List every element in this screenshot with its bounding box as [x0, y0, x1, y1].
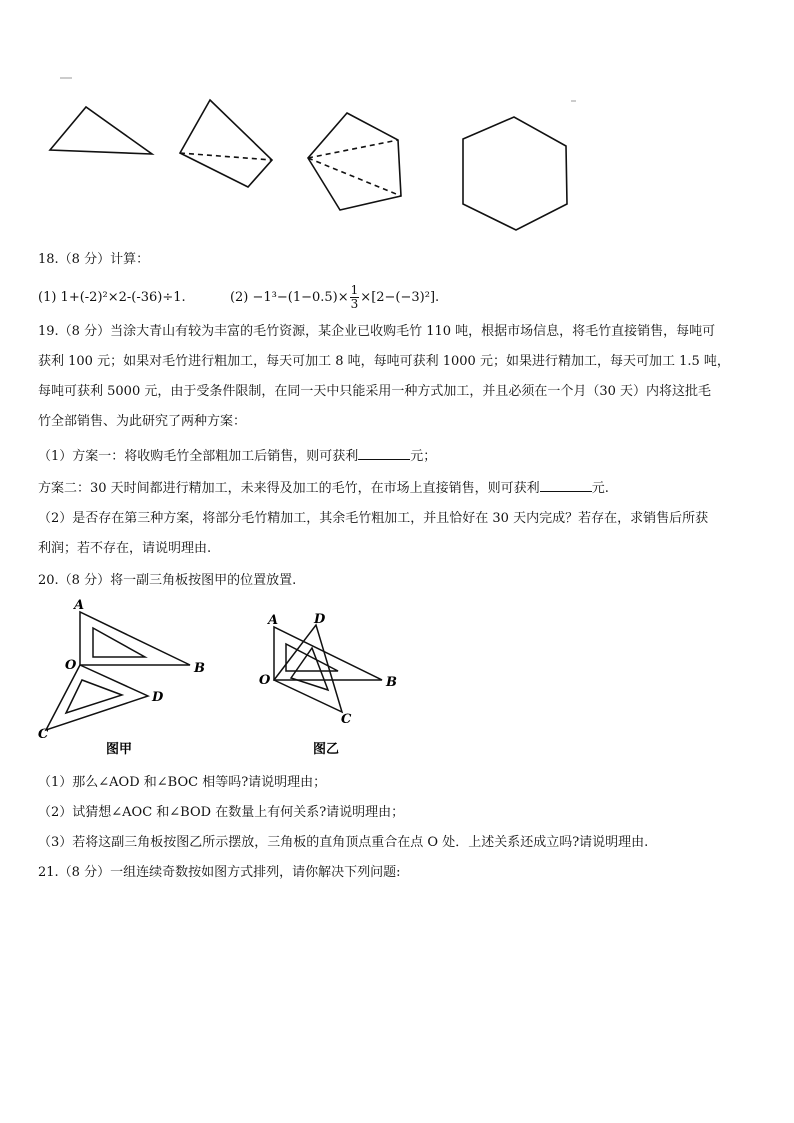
answer-blank-1[interactable]: [358, 447, 410, 460]
caption-yi: 图乙: [313, 742, 340, 757]
q20-header: 20.（8 分）将一副三角板按图甲的位置放置.: [38, 573, 297, 588]
jia-label-c: C: [38, 727, 49, 742]
q18-expressions: [38, 284, 439, 311]
quadrilateral-shape: [180, 100, 272, 187]
q18-expression-1: (1) 1+(-2)²×2-(-36)÷1.: [38, 290, 186, 305]
q19-line-3: 每吨可获利 5000 元，由于受条件限制，在同一天中只能采用一种方式加工，并且必须在一个月（30 天）内将这批毛: [38, 384, 712, 399]
q19-line-4: 竹全部销售、为此研究了两种方案：: [38, 414, 247, 429]
fraction-one-third: $\frac{1}{3}$: [350, 283, 359, 311]
q19-plan-2: 方案二：30 天时间都进行精加工，未来得及加工的毛竹，在市场上直接销售，则可获利 元.: [38, 481, 609, 496]
jia-label-d: D: [152, 690, 164, 705]
pentagon-diagonal-2: [308, 158, 401, 196]
q18-header: 18.（8 分）计算：: [38, 252, 150, 267]
q19-part-2-line-1: （2）是否存在第三种方案，将部分毛竹精加工，其余毛竹粗加工，并且恰好在 30 天内完成？若存在，求销售后所获: [38, 511, 709, 526]
yi-label-d: D: [314, 612, 326, 627]
polygon-diagonals-figure: [0, 0, 794, 240]
q20-part-1: （1）那么∠AOD 和∠BOC 相等吗?请说明理由；: [38, 775, 327, 790]
q18-expression-2: (2) −1³−(1−0.5)× $\frac{1}{3}$ ×[2−(−3)²].: [229, 283, 440, 311]
jia-label-a: A: [74, 598, 85, 613]
yi-label-o: O: [259, 673, 271, 688]
answer-blank-2[interactable]: [540, 479, 592, 492]
q19-part-2-line-2: 利润；若不存在，请说明理由.: [38, 541, 212, 556]
yi-label-a: A: [268, 613, 279, 628]
yi-label-b: B: [386, 675, 397, 690]
triangle-shape: [50, 107, 152, 154]
figure-yi: [274, 625, 382, 712]
jia-label-o: O: [65, 658, 77, 673]
q21-header: 21.（8 分）一组连续奇数按如图方式排列，请你解决下列问题:: [38, 865, 401, 880]
hexagon-shape: [463, 117, 567, 230]
yi-label-c: C: [341, 712, 352, 727]
caption-jia: 图甲: [106, 742, 133, 757]
q19-line-2: 获利 100 元；如果对毛竹进行粗加工，每天可加工 8 吨，每吨可获利 1000 元；如果进行精加工，每天可加工 1.5 吨，: [38, 354, 730, 369]
pentagon-shape: [308, 113, 401, 210]
q19-line-1: 19.（8 分）当涂大青山有较为丰富的毛竹资源，某企业已收购毛竹 110 吨，根据市场信息，将毛竹直接销售，每吨可: [38, 324, 716, 339]
q19-plan-1: （1）方案一：将收购毛竹全部粗加工后销售，则可获利 元；: [38, 449, 437, 464]
q20-part-3: （3）若将这副三角板按图乙所示摆放，三角板的直角顶点重合在点 O 处．上述关系还成立吗?请说明理由.: [38, 835, 649, 850]
quadrilateral-diagonal: [180, 153, 272, 160]
q20-part-2: （2）试猜想∠AOC 和∠BOD 在数量上有何关系?请说明理由；: [38, 805, 405, 820]
triangle-rulers-figure: [0, 595, 794, 765]
jia-label-b: B: [194, 661, 205, 676]
